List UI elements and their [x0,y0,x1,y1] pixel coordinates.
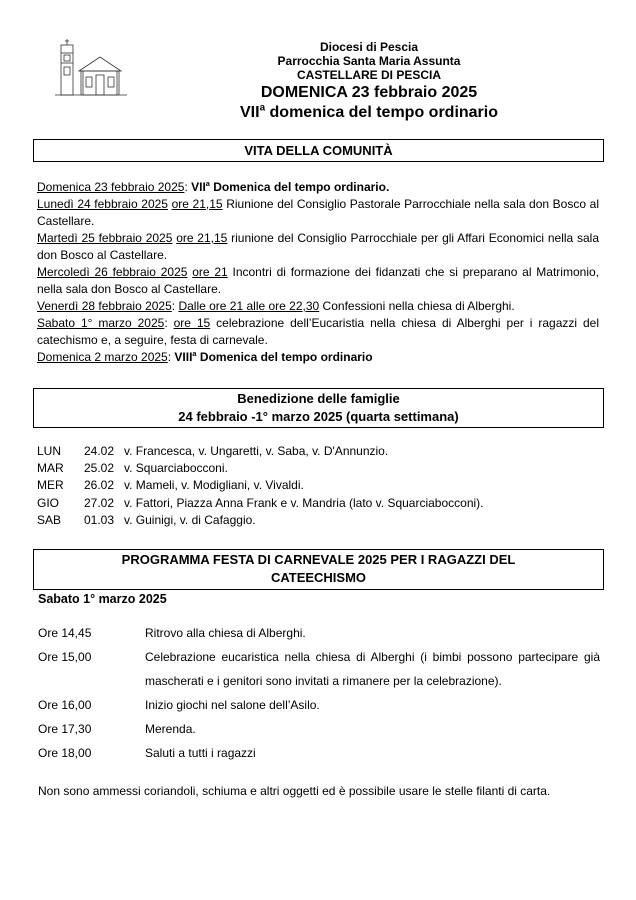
carnival-note: Non sono ammessi coriandoli, schiuma e altri oggetti ed è possibile usare le stelle filanti di carta. [38,784,551,798]
program-row: Ore 15,00 Celebrazione eucaristica nella chiesa di Alberghi (i bimbi possono partecipare già mascherati e i genitori sono invitati a rimanere per la celebrazione). [38,650,600,688]
event-item: Lunedì 24 febbraio 2025 ore 21,15 Riunione del Consiglio Pastorale Parrocchiale nella sala don Bosco al Castellare. [37,197,599,228]
church-drawing-icon [55,37,127,99]
event-item: Domenica 23 febbraio 2025: VII$^a$ Domenica del tempo ordinario. [37,179,390,194]
blessing-row: GIO 27.02 v. Fattori, Piazza Anna Frank e v. Mandria (lato v. Squarciabocconi). [37,495,484,510]
program-row: Ore 14,45 Ritrovo alla chiesa di Alberghi. [38,626,306,640]
place-line: CASTELLARE DI PESCIA [296,68,441,82]
carnival-section-title: PROGRAMMA FESTA DI CARNEVALE 2025 PER I RAGAZZI DEL CATEECHISMO [33,549,604,590]
blessing-schedule [37,443,484,529]
blessing-row: SAB 01.03 v. Guinigi, v. di Cafaggio. [37,512,256,527]
sunday-line: VII$^a$ domenica del tempo ordinario [240,102,498,121]
date-line: DOMENICA 23 febbraio 2025 [260,84,478,101]
document-header [180,40,558,123]
event-item: Martedì 25 febbraio 2025 ore 21,15 riunione del Consiglio Parrocchiale per gli Affari Economici nella sala don Bosco al Castellare. [37,231,600,262]
event-item: Venerdì 28 febbraio 2025: Dalle ore 21 alle ore 22,30 Confessioni nella chiesa di Alberghi. [37,299,515,313]
diocese-line: Diocesi di Pescia [319,40,419,54]
blessing-row: LUN 24.02 v. Francesca, v. Ungaretti, v. Saba, v. D'Annunzio. [37,444,389,458]
event-item: Domenica 2 marzo 2025: VIII$^a$ Domenica del tempo ordinario [37,349,373,364]
program-row: Ore 16,00 Inizio giochi nel salone dell’Asilo. [38,698,320,712]
carnival-program [38,621,600,765]
carnival-day: Sabato 1° marzo 2025 [38,592,167,606]
blessing-row: MER 26.02 v. Mameli, v. Modigliani, v. Vivaldi. [37,478,304,493]
program-row: Ore 17,30 Merenda. [38,722,196,736]
parish-line: Parrocchia Santa Maria Assunta [277,54,461,68]
blessing-section-title: Benedizione delle famiglie 24 febbraio -1° marzo 2025 (quarta settimana) [33,388,604,428]
program-row: Ore 18,00 Saluti a tutti i ragazzi [38,746,256,760]
event-item: Sabato 1° marzo 2025: ore 15 celebrazione dell’Eucaristia nella chiesa di Alberghi per i ragazzi del catechismo e, a seguire, festa di carnevale. [37,316,600,347]
community-events [37,179,599,366]
blessing-row: MAR 25.02 v. Squarciabocconi. [37,461,228,476]
event-item: Mercoledì 26 febbraio 2025 ore 21 Incontri di formazione dei fidanzati che si preparano al Matrimonio, nella sala don Bosco al Castellare. [37,265,599,296]
community-section-title: VITA DELLA COMUNITÀ [33,139,604,162]
